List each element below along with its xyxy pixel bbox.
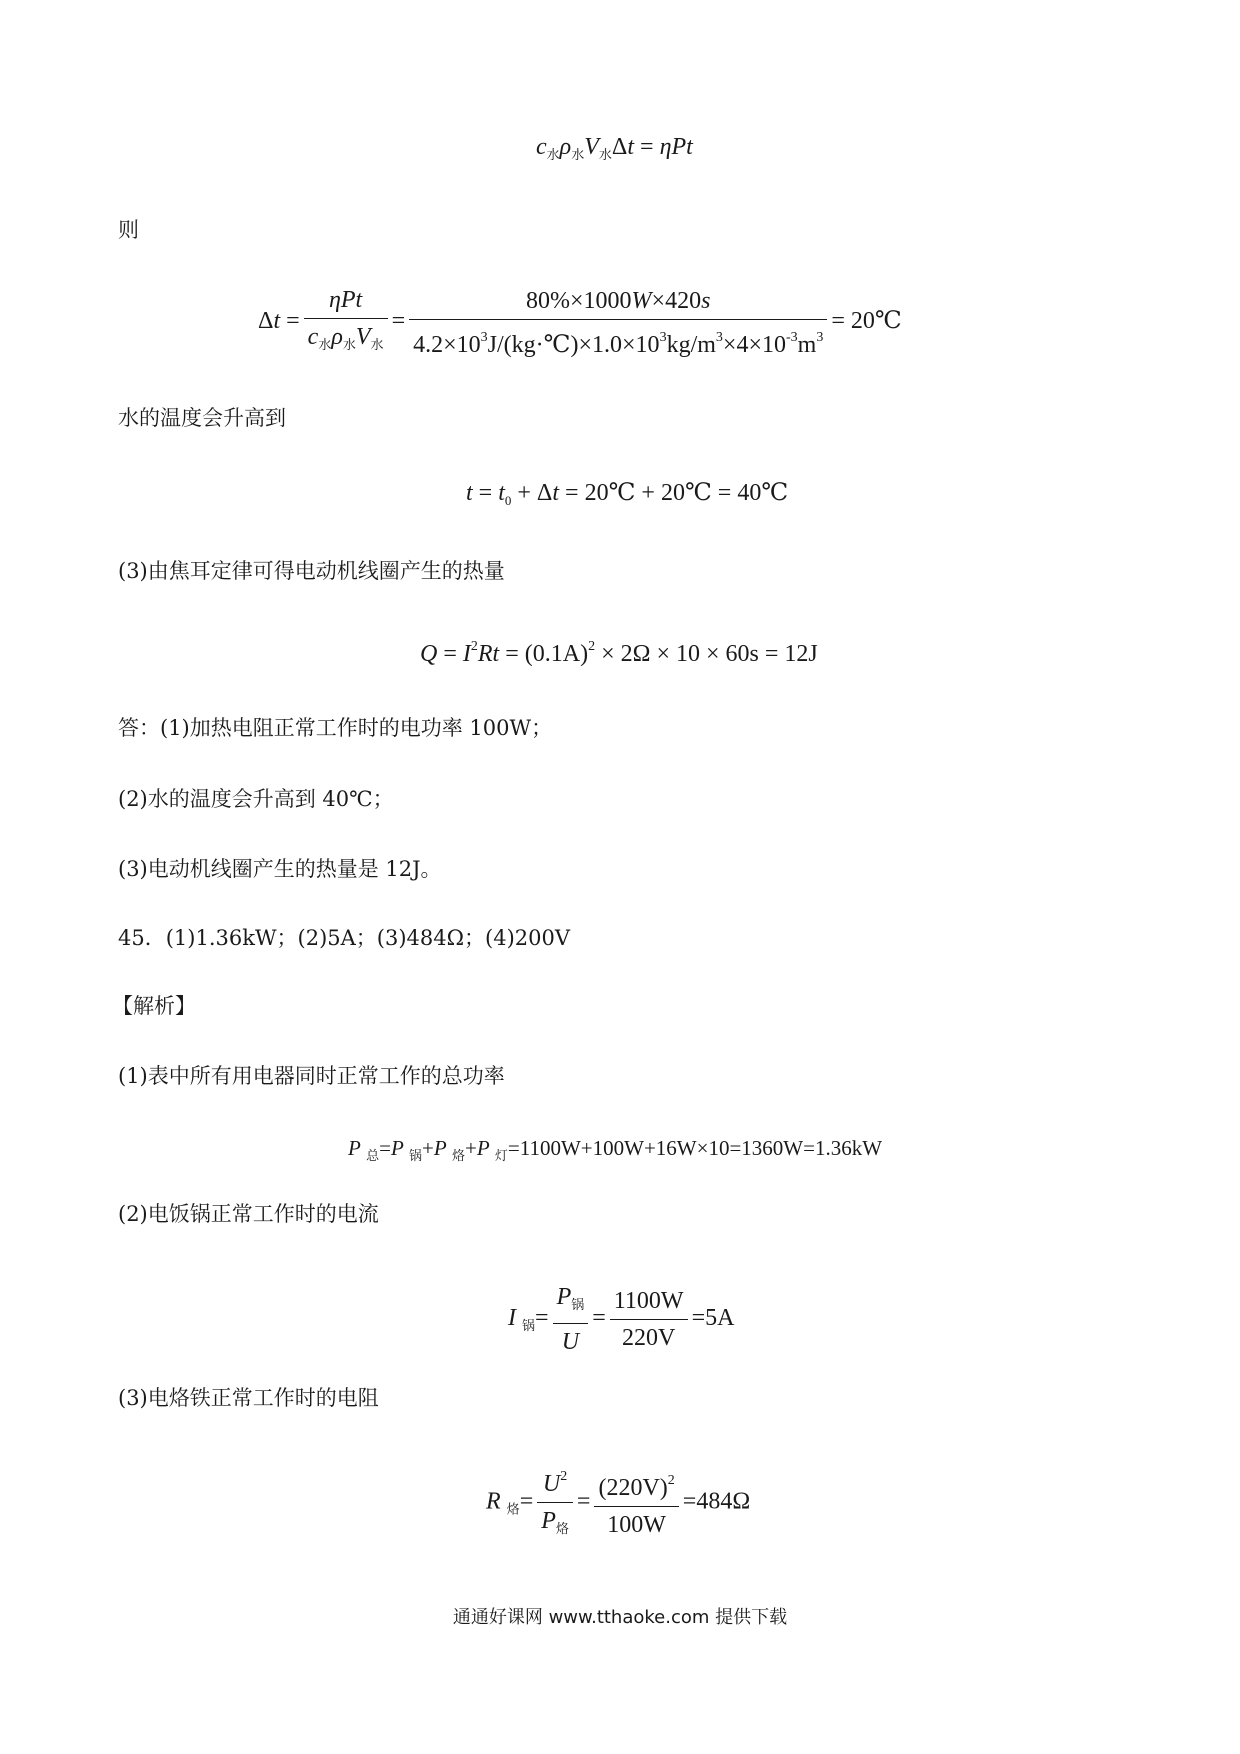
equation-joule-heat: $Q = I^2Rt = (0.1A)^2 \times 2\Omega \times 10 \times 60s = 12J$ [420,639,818,667]
answer-2: (2)水的温度会升高到 40℃； [118,787,394,811]
equation-delta-t: Δt = $\frac{\text{ηPt}}{c_水\rho_水V_水}$ = $\frac{80\%\times 1000W\times 420s}{4.2\times 10^3J/(kg\cdot℃)\times 1.0\times 10^3kg/m^3\times 4\times 10^{-3}m^3}$ = 20℃ [258,287,902,358]
text-water-rise: 水的温度会升高到 [118,406,286,430]
analysis-heading: 【解析】 [112,994,196,1018]
equation-iron-resistance: R $_烙$= $\frac{U^2}{P_烙}$ = $\frac{(220V)^2}{100W}$ =484Ω [486,1462,750,1544]
answer-1: 答：(1)加热电阻正常工作时的电功率 100W； [118,716,553,740]
text-p3-intro: (3)由焦耳定律可得电动机线圈产生的热量 [118,559,505,583]
question-45-answers: 45．(1)1.36kW；(2)5A；(3)484Ω；(4)200V [118,926,571,950]
answer-3: (3)电动机线圈产生的热量是 12J。 [118,857,442,881]
equation-cooker-current: I $_锅$= $\frac{P_锅}{U}$ = $\frac{1100W}{220V}$ =5A [508,1284,735,1355]
step-3-intro: (3)电烙铁正常工作时的电阻 [118,1386,379,1410]
equation-final-temperature: $t = t_0 + \Delta t$ = 20℃ + 20℃ = 40℃ [466,480,789,508]
equation-heat-balance: $c_水\rho_水V_水\Delta t = \eta Pt$ [536,134,693,162]
step-2-intro: (2)电饭锅正常工作时的电流 [118,1202,379,1226]
page-footer: 通通好课网 www.tthaoke.com 提供下载 [452,1607,788,1628]
equation-total-power: P $_总$=P $_锅$+P $_烙$+P $_灯$=1100W+100W+16W×10=1360W=1.36kW [348,1136,883,1163]
step-1-intro: (1)表中所有用电器同时正常工作的总功率 [118,1064,505,1088]
text-ze: 则 [118,218,139,242]
